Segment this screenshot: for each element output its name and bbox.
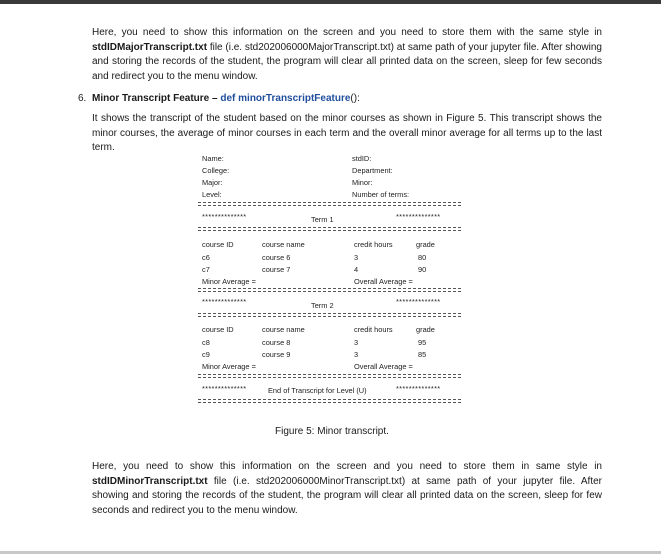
label-stdid: stdID: <box>352 154 372 163</box>
credit-hours: 4 <box>354 265 359 274</box>
col-course-name: course name <box>262 325 305 334</box>
filename-minor: stdIDMinorTranscript.txt <box>92 475 208 487</box>
paragraph-text: Here, you need to show this information on the screen and you need to store them in same style in <box>92 461 602 472</box>
stars-right: ************** <box>396 297 441 306</box>
label-major: Major: <box>202 178 223 187</box>
course-id: c7 <box>202 265 210 274</box>
stars-left: ************** <box>202 384 247 393</box>
end-of-transcript: End of Transcript for Level (U) <box>268 386 367 395</box>
stars-left: ************** <box>202 212 247 221</box>
col-credit-hours: credit hours <box>354 240 393 249</box>
paragraph-major-transcript <box>92 26 602 84</box>
col-course-id: course ID <box>202 325 234 334</box>
function-parens: (): <box>350 93 360 104</box>
term-title: Term 1 <box>311 215 334 224</box>
divider <box>198 291 461 292</box>
course-name: course 9 <box>262 350 291 359</box>
label-name: Name: <box>202 154 224 163</box>
divider <box>198 227 461 228</box>
credit-hours: 3 <box>354 338 359 347</box>
divider <box>198 399 461 400</box>
label-level: Level: <box>202 190 222 199</box>
label-college: College: <box>202 166 230 175</box>
divider <box>198 230 461 231</box>
course-name: course 7 <box>262 265 291 274</box>
col-course-id: course ID <box>202 240 234 249</box>
minor-average: Minor Average = <box>202 277 256 286</box>
course-id: c9 <box>202 350 210 359</box>
divider <box>198 288 461 289</box>
col-credit-hours: credit hours <box>354 325 393 334</box>
function-name: minorTranscriptFeature <box>238 93 351 104</box>
divider <box>198 202 461 203</box>
minor-average: Minor Average = <box>202 362 256 371</box>
overall-average: Overall Average = <box>354 277 413 286</box>
grade: 95 <box>418 338 427 347</box>
transcript-figure <box>198 152 464 412</box>
course-id: c8 <box>202 338 210 347</box>
grade: 90 <box>418 265 427 274</box>
col-course-name: course name <box>262 240 305 249</box>
col-grade: grade <box>416 325 435 334</box>
credit-hours: 3 <box>354 253 359 262</box>
paragraph-text: file (i.e. std202006000MinorTranscript.txt) at same path of your jupyter file. After showing and storing the records of the student, the program will clear all printed data on the screen, sleep for few seconds and redirect you to the menu window. <box>92 475 602 516</box>
code-keyword: def <box>220 93 236 104</box>
top-border <box>0 0 661 4</box>
course-name: course 6 <box>262 253 291 262</box>
stars-right: ************** <box>396 212 441 221</box>
overall-average: Overall Average = <box>354 362 413 371</box>
course-id: c6 <box>202 253 210 262</box>
label-minor: Minor: <box>352 178 373 187</box>
grade: 85 <box>418 350 427 359</box>
divider <box>198 316 461 317</box>
section-title: Minor Transcript Feature – <box>92 93 221 104</box>
divider <box>198 313 461 314</box>
paragraph-text: file (i.e. std202006000MajorTranscript.txt) at same path of your jupyter file. After showing and storing the records of the student, the program will clear all printed data on the screen, sleep for few seconds and redirect you to the menu window. <box>92 41 602 82</box>
stars-right: ************** <box>396 384 441 393</box>
term-title: Term 2 <box>311 301 334 310</box>
divider <box>198 402 461 403</box>
col-grade: grade <box>416 240 435 249</box>
grade: 80 <box>418 253 427 262</box>
paragraph-description: It shows the transcript of the student based on the minor courses as shown in Figure 5. This transcript shows the minor courses, the average of minor courses in each term and the overall minor average for all terms up to the last term. <box>92 113 602 153</box>
stars-left: ************** <box>202 297 247 306</box>
divider <box>198 205 461 206</box>
section-heading <box>78 93 360 104</box>
figure-caption: Figure 5: Minor transcript. <box>275 426 389 437</box>
label-number-of-terms: Number of terms: <box>352 190 410 199</box>
divider <box>198 377 461 378</box>
paragraph-text: Here, you need to show this information on the screen and you need to store them with the same style in <box>92 27 602 38</box>
paragraph-minor-transcript <box>92 460 602 518</box>
course-name: course 8 <box>262 338 291 347</box>
filename-major: stdIDMajorTranscript.txt <box>92 41 208 53</box>
label-department: Department: <box>352 166 393 175</box>
divider <box>198 374 461 375</box>
credit-hours: 3 <box>354 350 359 359</box>
section-number: 6. <box>78 93 87 104</box>
